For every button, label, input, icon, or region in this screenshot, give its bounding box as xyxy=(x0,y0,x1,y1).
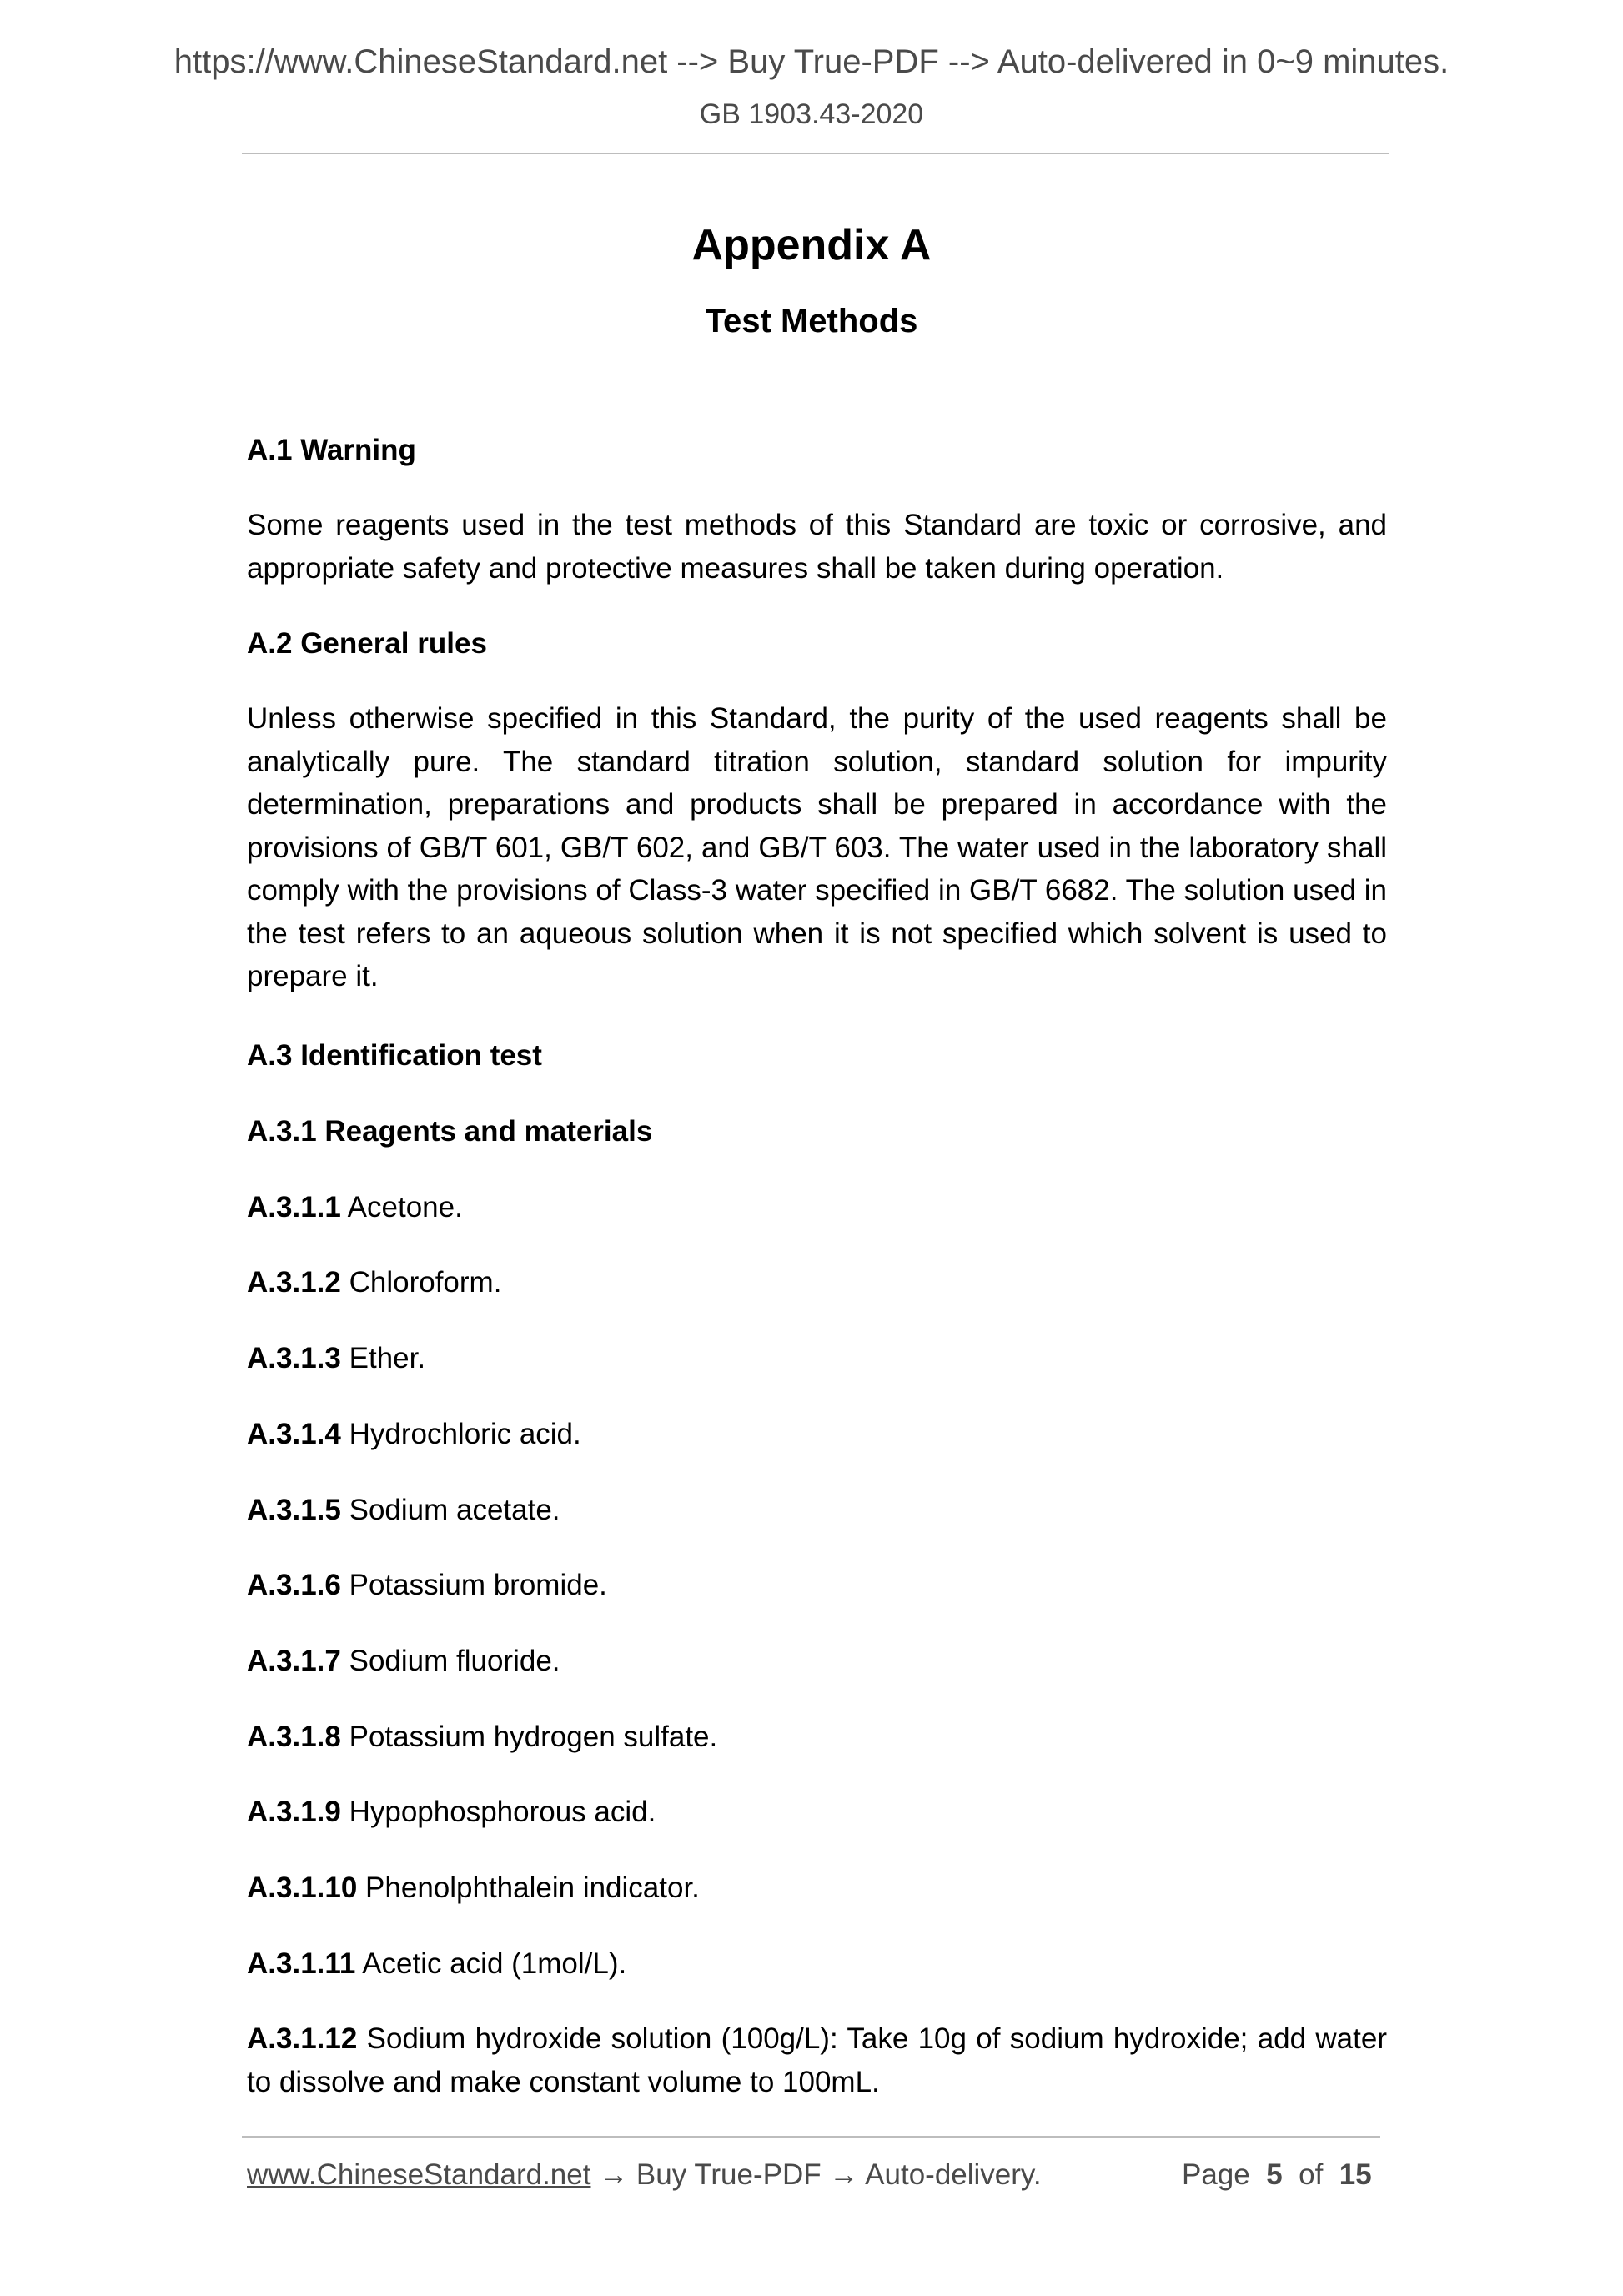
section-text-a2: Unless otherwise specified in this Standard, the purity of the used reagents shall be analytically pure. The standard titration solution, standard solution for impurity determination, preparations and products shall be prepared in accordance with the provisions of GB/T 601, GB/T 602, and GB/T 603. The water used in the laboratory shall comply with the provisions of Class-3 water specified in GB/T 6682. The solution used in the test refers to an aqueous solution when it is not specified which solvent is used to prepare it. xyxy=(247,702,1387,992)
item-text: Potassium bromide. xyxy=(349,1569,607,1601)
item-number: A.3.1.4 xyxy=(247,1418,341,1450)
item-number: A.3.1.1 xyxy=(247,1191,341,1223)
header-divider xyxy=(242,153,1389,154)
item-text: Hydrochloric acid. xyxy=(349,1418,581,1450)
item-number: A.3.1.7 xyxy=(247,1645,341,1677)
list-item-a3-1-9 xyxy=(247,1791,1387,1834)
item-text: Ether. xyxy=(349,1342,426,1374)
total-pages: 15 xyxy=(1339,2158,1372,2191)
item-text: Sodium hydroxide solution (100g/L): Take 10g of sodium hydroxide; add water to dissolve and make constant volume to 100mL. xyxy=(247,2022,1387,2098)
item-text: Sodium fluoride. xyxy=(349,1645,560,1677)
list-item-a3-1-1 xyxy=(247,1186,1387,1229)
document-code: GB 1903.43-2020 xyxy=(699,98,924,130)
list-item-a3-1-2 xyxy=(247,1261,1387,1304)
item-number: A.3.1.8 xyxy=(247,1721,341,1753)
list-item-a3-1-7 xyxy=(247,1640,1387,1683)
list-item-a3-1-6 xyxy=(247,1564,1387,1607)
item-text: Phenolphthalein indicator. xyxy=(365,1871,700,1904)
item-number: A.3.1.10 xyxy=(247,1871,358,1904)
footer-divider xyxy=(242,2136,1380,2138)
appendix-title: Appendix A xyxy=(691,221,932,269)
item-number: A.3.1.6 xyxy=(247,1569,341,1601)
item-number: A.3.1.5 xyxy=(247,1494,341,1526)
footer-left xyxy=(247,2158,1042,2192)
list-item-a3-1-3 xyxy=(247,1337,1387,1380)
item-number: A.3.1.11 xyxy=(247,1947,356,1980)
list-item-a3-1-11 xyxy=(247,1942,1387,1986)
list-item-a3-1-12 xyxy=(247,2017,1387,2103)
header-banner: https://www.ChineseStandard.net --> Buy True-PDF --> Auto-delivered in 0~9 minutes. xyxy=(173,43,1450,80)
item-number: A.3.1.9 xyxy=(247,1796,341,1828)
section-heading-a2: A.2 General rules xyxy=(247,627,487,660)
footer-tagline: → Buy True-PDF → Auto-delivery. xyxy=(590,2158,1042,2191)
list-item-a3-1-4 xyxy=(247,1413,1387,1456)
appendix-subtitle: Test Methods xyxy=(705,303,918,339)
item-text: Chloroform. xyxy=(349,1266,502,1299)
section-heading-a3: A.3 Identification test xyxy=(247,1039,542,1072)
item-text: Hypophosphorous acid. xyxy=(349,1796,656,1828)
section-heading-a1: A.1 Warning xyxy=(247,434,416,466)
section-text-a1: Some reagents used in the test methods of this Standard are toxic or corrosive, and appropriate safety and protective measures shall be taken during operation. xyxy=(247,509,1387,585)
footer-site-link[interactable]: www.ChineseStandard.net xyxy=(247,2158,591,2191)
item-number: A.3.1.3 xyxy=(247,1342,341,1374)
section-heading-a31: A.3.1 Reagents and materials xyxy=(247,1115,653,1148)
list-item-a3-1-10 xyxy=(247,1866,1387,1910)
page-label: Page xyxy=(1182,2158,1250,2191)
item-text: Acetone. xyxy=(347,1191,463,1223)
list-item-a3-1-8 xyxy=(247,1716,1387,1759)
item-number: A.3.1.12 xyxy=(247,2022,358,2055)
page-indicator xyxy=(1182,2158,1372,2192)
item-text: Sodium acetate. xyxy=(349,1494,560,1526)
item-text: Acetic acid (1mol/L). xyxy=(362,1947,627,1980)
item-text: Potassium hydrogen sulfate. xyxy=(349,1721,718,1753)
page-number: 5 xyxy=(1266,2158,1283,2191)
item-number: A.3.1.2 xyxy=(247,1266,341,1299)
of-label: of xyxy=(1299,2158,1324,2191)
list-item-a3-1-5 xyxy=(247,1489,1387,1532)
